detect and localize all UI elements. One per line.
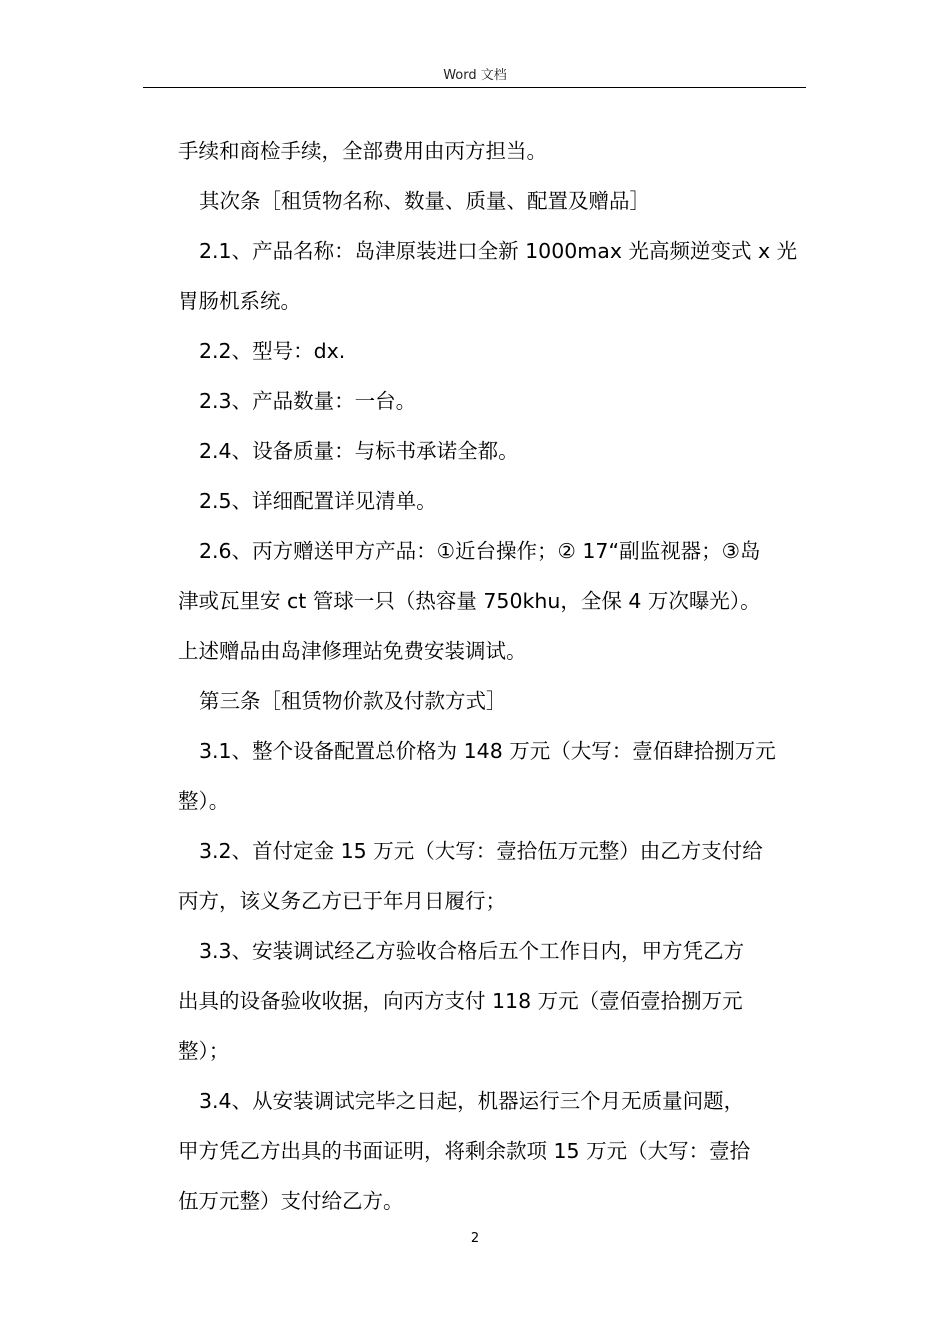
paragraph-line: 2.5、详细配置详见清单。 (199, 489, 437, 513)
paragraph-line: 2.1、产品名称：岛津原装进口全新 1000max 光高频逆变式 x 光 (199, 239, 798, 263)
paragraph-line: 丙方，该义务乙方已于年月日履行； (178, 889, 506, 913)
paragraph-line: 3.1、整个设备配置总价格为 148 万元（大写：壹佰肆拾捌万元 (199, 739, 776, 763)
header-divider (143, 87, 806, 88)
paragraph-line: 上述赠品由岛津修理站免费安装调试。 (178, 639, 527, 663)
paragraph-line: 整）； (178, 1039, 230, 1063)
paragraph-line: 津或瓦里安 ct 管球一只（热容量 750khu，全保 4 万次曝光）。 (178, 589, 761, 613)
paragraph-line: 手续和商检手续，全部费用由丙方担当。 (178, 139, 547, 163)
paragraph-line: 2.3、产品数量：一台。 (199, 389, 417, 413)
section-heading-3: 第三条［租赁物价款及付款方式］ (199, 689, 507, 713)
paragraph-line: 伍万元整）支付给乙方。 (178, 1189, 404, 1213)
page-header: Word 文档 (443, 68, 507, 83)
paragraph-line: 2.2、型号：dx. (199, 339, 346, 363)
paragraph-line: 胃肠机系统。 (178, 289, 301, 313)
paragraph-line: 3.3、安装调试经乙方验收合格后五个工作日内，甲方凭乙方 (199, 939, 745, 963)
section-heading-2: 其次条［租赁物名称、数量、质量、配置及赠品］ (199, 189, 650, 213)
document-body (178, 126, 808, 1226)
page-number: 2 (470, 1231, 480, 1246)
paragraph-line: 3.2、首付定金 15 万元（大写：壹拾伍万元整）由乙方支付给 (199, 839, 763, 863)
paragraph-line: 出具的设备验收收据，向丙方支付 118 万元（壹佰壹拾捌万元 (178, 989, 743, 1013)
paragraph-line: 3.4、从安装调试完毕之日起，机器运行三个月无质量问题， (199, 1089, 745, 1113)
paragraph-line: 2.6、丙方赠送甲方产品：①近台操作；② 17“副监视器；③岛 (199, 539, 761, 563)
paragraph-line: 甲方凭乙方出具的书面证明，将剩余款项 15 万元（大写：壹拾 (178, 1139, 751, 1163)
paragraph-line: 2.4、设备质量：与标书承诺全都。 (199, 439, 519, 463)
paragraph-line: 整）。 (178, 789, 230, 813)
